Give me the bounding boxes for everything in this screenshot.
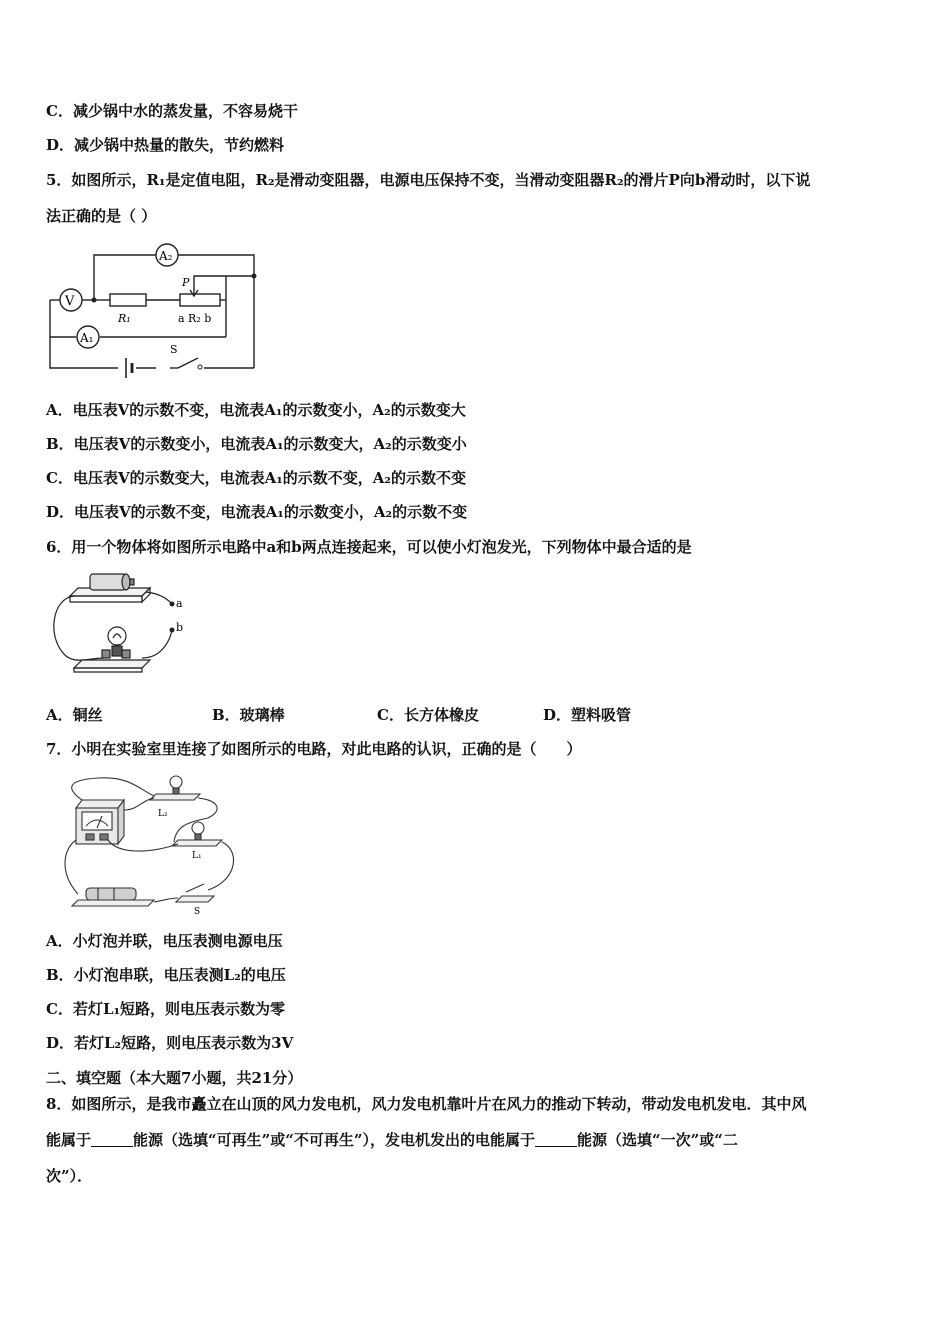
q8-line3: 次”）． [46,1167,93,1185]
q8-blank-2[interactable] [535,1132,577,1147]
q8-line2-part1: 能属于 [46,1131,92,1149]
q5-label-p: P [182,276,190,289]
q7-option-c: C．若灯L₁短路，则电压表示数为零 [46,1000,286,1018]
q8-line2-part3: 能源（选填“一次”或“二 [577,1131,738,1149]
q5-stem-line2: 法正确的是（ ） [46,207,157,225]
q6-option-b: B．玻璃棒 [212,706,285,724]
q7-option-a: A．小灯泡并联，电压表测电源电压 [46,932,283,950]
q8-line2 [46,1130,738,1150]
q6-label-b: b [176,621,184,634]
q7-circuit-figure [58,770,242,916]
q5-option-b: B．电压表V的示数变小，电流表A₁的示数变大，A₂的示数变小 [46,435,467,453]
q8-blank-1[interactable] [91,1132,133,1147]
q5-label-s: S [170,343,178,356]
q7-stem: 7．小明在实验室里连接了如图所示的电路，对此电路的认识，正确的是（ ） [46,740,582,758]
section2-heading: 二、填空题（本大题7小题，共21分） [46,1069,303,1087]
q8-line1: 8．如图所示，是我市矗立在山顶的风力发电机，风力发电机靠叶片在风力的推动下转动，带动发电机发电．其中风 [46,1095,807,1113]
q6-option-a: A．铜丝 [46,706,103,724]
q7-label-l2: L₂ [158,809,168,819]
q5-label-a1: A₁ [80,331,94,345]
q5-label-a2: A₂ [159,249,173,263]
q5-option-d: D．电压表V的示数不变，电流表A₁的示数变小，A₂的示数不变 [46,503,468,521]
q7-option-d: D．若灯L₂短路，则电压表示数为3V [46,1034,294,1052]
q5-option-a: A．电压表V的示数不变，电流表A₁的示数变小，A₂的示数变大 [46,401,466,419]
q6-circuit-figure [46,568,206,674]
q4-option-c: C．减少锅中水的蒸发量，不容易烧干 [46,102,298,120]
q8-line2-part2: 能源（选填“可再生”或“不可再生”），发电机发出的电能属于 [133,1131,536,1149]
q4-option-d: D．减少锅中热量的散失，节约燃料 [46,136,285,154]
q7-label-l1: L₁ [192,851,202,861]
q5-label-r1: R₁ [118,312,131,325]
q5-label-r2: a R₂ b [178,312,212,325]
q5-option-c: C．电压表V的示数变大，电流表A₁的示数不变，A₂的示数不变 [46,469,466,487]
q7-option-b: B．小灯泡串联，电压表测L₂的电压 [46,966,286,984]
q6-label-a: a [176,597,183,610]
q5-circuit-figure [46,240,266,378]
q6-option-c: C．长方体橡皮 [377,706,479,724]
q7-label-s: S [194,907,201,916]
q6-option-d: D．塑料吸管 [543,706,632,724]
q6-stem: 6．用一个物体将如图所示电路中a和b两点连接起来，可以使小灯泡发光，下列物体中最合适的是 [46,538,692,556]
q5-label-v: V [65,294,75,309]
q5-stem-line1: 5．如图所示，R₁是定值电阻，R₂是滑动变阻器，电源电压保持不变，当滑动变阻器R₂的滑片P向b滑动时，以下说 [46,171,811,189]
